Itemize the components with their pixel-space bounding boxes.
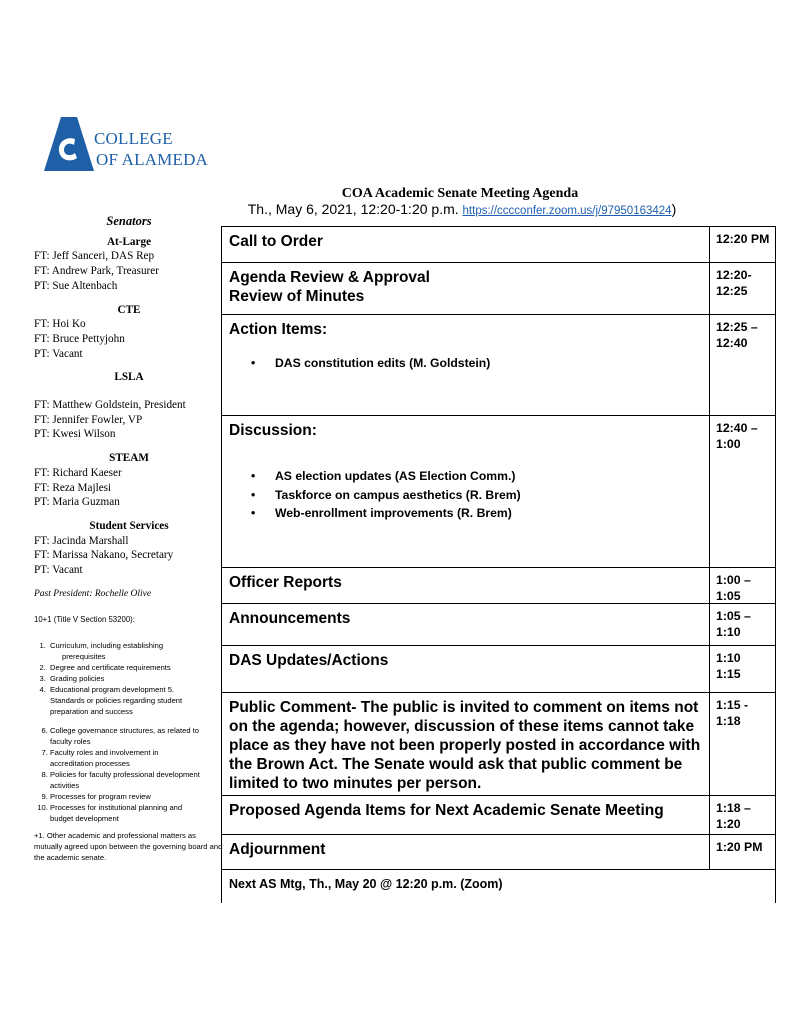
agenda-time: 12:20 PM: [716, 232, 770, 246]
agenda-title: COA Academic Senate Meeting Agenda: [341, 186, 579, 201]
list-item: 4. Educational program development 5. Standards or policies regarding student preparation and success: [48, 684, 224, 717]
senator: PT: Vacant: [34, 347, 83, 360]
zoom-link[interactable]: https://cccconfer.zoom.us/j/97950163424: [462, 205, 672, 217]
agenda-row-next-meeting: [222, 870, 775, 903]
past-president: Past President: Rochelle Olive: [34, 588, 152, 599]
agenda-table: [221, 226, 776, 903]
closing-paren: ): [671, 201, 677, 217]
group-heading: CTE: [117, 303, 141, 316]
meeting-date: Th., May 6, 2021, 12:20-1:20 p.m.: [247, 201, 463, 217]
ten-plus-one-list-b: [34, 725, 224, 824]
senator: FT: Richard Kaeser: [34, 466, 122, 479]
list-item: 10. Processes for institutional planning and budget development: [50, 802, 224, 824]
senator: PT: Kwesi Wilson: [34, 428, 116, 441]
action-items-list: [229, 354, 709, 373]
senator: FT: Jacinda Marshall: [34, 534, 129, 547]
list-item: • AS election updates (AS Election Comm.): [229, 467, 709, 486]
agenda-item: Call to Order: [222, 227, 710, 262]
senator: FT: Matthew Goldstein, President: [34, 399, 186, 412]
agenda-time: 1:05 – 1:10: [716, 609, 751, 639]
senator: PT: Vacant: [34, 564, 83, 577]
senators-sidebar: [34, 214, 224, 863]
discussion-list: [229, 467, 709, 523]
senator-group-steam: [34, 451, 224, 510]
logo-text-line1: COLLEGE: [94, 129, 173, 148]
list-item: • DAS constitution edits (M. Goldstein): [229, 354, 709, 373]
senator-group-lsla: [34, 370, 224, 442]
agenda-item: Discussion: • AS election updates (AS Election Comm.) • Taskforce on campus aesthetics (R. Brem) • Web-enrollment improvements (R. Brem): [222, 416, 710, 567]
senator: FT: Jennifer Fowler, VP: [34, 413, 143, 426]
agenda-item: Agenda Review & Approval Review of Minutes: [222, 263, 710, 314]
agenda-row-proposed-items: [222, 796, 775, 835]
agenda-item: DAS Updates/Actions: [222, 646, 710, 692]
agenda-time: 1:15 - 1:18: [716, 698, 749, 728]
meeting-date-line: [222, 201, 702, 217]
list-item: 3. Grading policies: [48, 673, 224, 684]
senator-group-cte: [34, 303, 224, 362]
logo-text-line2: OF ALAMEDA: [96, 150, 209, 169]
agenda-time: 12:40 – 1:00: [716, 421, 758, 451]
agenda-time: 1:00 – 1:05: [716, 573, 751, 603]
agenda-row-call-to-order: [222, 226, 775, 263]
group-heading: LSLA: [114, 371, 144, 384]
list-item: 1. Curriculum, including establishing prerequisites: [48, 640, 224, 662]
agenda-item: Next AS Mtg, Th., May 20 @ 12:20 p.m. (Zoom): [229, 877, 503, 891]
agenda-item: Adjournment: [222, 835, 710, 869]
senator: PT: Maria Guzman: [34, 496, 120, 509]
senator: FT: Jeff Sanceri, DAS Rep: [34, 250, 155, 263]
senator: FT: Andrew Park, Treasurer: [34, 265, 159, 278]
group-heading: Student Services: [89, 519, 169, 532]
agenda-time: 1:20 PM: [716, 840, 763, 854]
agenda-item: Proposed Agenda Items for Next Academic Senate Meeting: [222, 796, 710, 834]
agenda-item: Officer Reports: [222, 568, 710, 603]
agenda-time: 12:25 – 12:40: [716, 320, 758, 350]
agenda-item: Action Items: • DAS constitution edits (M. Goldstein): [222, 315, 710, 415]
senator: PT: Sue Altenbach: [34, 279, 118, 292]
list-item: 8. Policies for faculty professional development activities: [50, 769, 224, 791]
senator-group-student-services: [34, 519, 224, 578]
ten-plus-one-heading: 10+1 (Title V Section 53200):: [34, 615, 135, 625]
senator: FT: Hoi Ko: [34, 318, 86, 331]
list-item: • Web-enrollment improvements (R. Brem): [229, 504, 709, 523]
agenda-item: Announcements: [222, 604, 710, 645]
agenda-row-discussion: [222, 416, 775, 568]
agenda-row-action-items: [222, 315, 775, 416]
senator: FT: Bruce Pettyjohn: [34, 332, 125, 345]
agenda-time: 12:20- 12:25: [716, 268, 752, 298]
list-item: 6. College governance structures, as related to faculty roles: [50, 725, 224, 747]
agenda-row-announcements: [222, 604, 775, 646]
list-item: 7. Faculty roles and involvement in accreditation processes: [50, 747, 224, 769]
group-heading: At-Large: [106, 235, 152, 248]
senator: FT: Marissa Nakano, Secretary: [34, 549, 174, 562]
college-logo: [44, 115, 209, 175]
plus-one-note: +1. Other academic and professional matters as mutually agreed upon between the governing board and the academic senate.: [34, 831, 223, 863]
group-heading: STEAM: [109, 452, 149, 465]
agenda-row-adjournment: [222, 835, 775, 870]
senator: FT: Reza Majlesi: [34, 481, 112, 494]
college-logo-icon: [44, 115, 94, 171]
ten-plus-one-list-a: [34, 640, 224, 717]
senator-group-at-large: [34, 235, 224, 294]
agenda-time: 1:10 1:15: [716, 651, 741, 681]
agenda-row-review: [222, 263, 775, 315]
agenda-row-public-comment: [222, 693, 775, 796]
agenda-time: 1:18 – 1:20: [716, 801, 751, 831]
senators-heading: Senators: [106, 214, 152, 228]
agenda-row-das-updates: [222, 646, 775, 693]
list-item: 9. Processes for program review: [50, 791, 224, 802]
list-item: 2. Degree and certificate requirements: [48, 662, 224, 673]
agenda-item: Public Comment- The public is invited to comment on items not on the agenda; however, discussion of these items cannot take place as they have not been properly posted in accordance with the Brown Act. The Senate would ask that public comment be limited to two minutes per person.: [222, 693, 710, 795]
agenda-row-officer-reports: [222, 568, 775, 604]
list-item: • Taskforce on campus aesthetics (R. Brem): [229, 486, 709, 505]
